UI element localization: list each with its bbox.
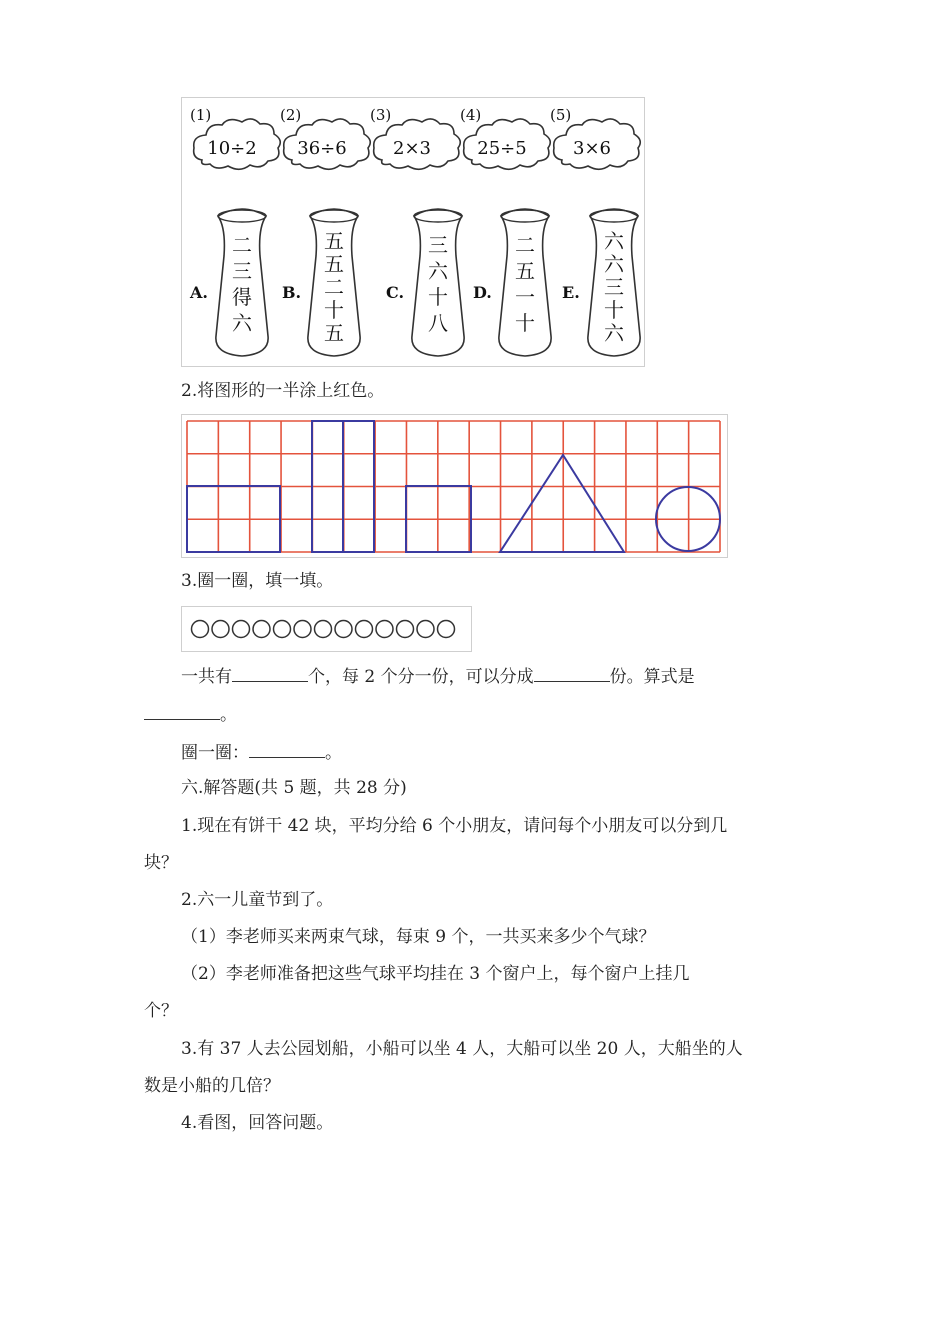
count-circle[interactable] bbox=[253, 621, 270, 638]
problem-2: 2.六一儿童节到了。 bbox=[181, 890, 334, 910]
vase-character: 二 bbox=[324, 275, 344, 299]
vase-character: 二 bbox=[515, 233, 535, 257]
vase-label: C. bbox=[386, 283, 405, 302]
question-2-title: 2.将图形的一半涂上红色。 bbox=[181, 381, 385, 401]
problem-2-part-1: （1）李老师买来两束气球，每束 9 个，一共买来多少个气球？ bbox=[181, 927, 656, 947]
cloud-number: (3) bbox=[370, 106, 392, 124]
cloud-1 bbox=[190, 106, 280, 169]
shapes-grid-svg bbox=[182, 415, 727, 557]
vase-rim bbox=[310, 210, 358, 222]
problem-1-line-1: 1.现在有饼干 42 块，平均分给 6 个小朋友，请问每个小朋友可以分到几 bbox=[181, 816, 728, 836]
vase-4 bbox=[473, 209, 551, 356]
cloud-expression: 3×6 bbox=[573, 138, 611, 159]
vase-character: 六 bbox=[604, 321, 624, 345]
vase-character: 五 bbox=[324, 321, 344, 345]
blank-circle[interactable] bbox=[249, 741, 325, 758]
vase-character: 十 bbox=[515, 311, 535, 335]
vase-2 bbox=[282, 209, 360, 356]
clouds-vases-figure bbox=[181, 97, 645, 367]
vase-5 bbox=[562, 209, 640, 356]
count-circle[interactable] bbox=[438, 621, 455, 638]
vase-character: 十 bbox=[324, 298, 344, 322]
problem-3-line-2: 数是小船的几倍？ bbox=[144, 1076, 280, 1096]
cloud-number: (1) bbox=[190, 106, 212, 124]
cloud-expression: 2×3 bbox=[393, 138, 431, 159]
vase-character: 五 bbox=[515, 259, 535, 283]
vase-label: A. bbox=[190, 283, 208, 302]
count-circle[interactable] bbox=[315, 621, 332, 638]
problem-1-line-2: 块？ bbox=[144, 853, 178, 873]
circles-svg bbox=[182, 607, 471, 651]
clouds-vases-svg bbox=[182, 98, 644, 366]
vase-character: 六 bbox=[232, 311, 252, 335]
vase-character: 得 bbox=[232, 285, 252, 309]
vase-rim bbox=[501, 210, 549, 222]
q3-line3-end: 。 bbox=[325, 743, 342, 763]
count-circle[interactable] bbox=[212, 621, 229, 638]
problem-3-line-1: 3.有 37 人去公园划船，小船可以坐 4 人，大船可以坐 20 人，大船坐的人 bbox=[181, 1039, 743, 1059]
q3-text-2: 个，每 2 个分一份，可以分成 bbox=[308, 667, 534, 687]
vase-rim bbox=[590, 210, 638, 222]
cloud-5 bbox=[550, 106, 640, 169]
circles-figure bbox=[181, 606, 472, 652]
vase-character: 三 bbox=[604, 275, 624, 299]
vase-character: 五 bbox=[324, 229, 344, 253]
vase-character: 三 bbox=[428, 233, 448, 257]
blank-formula[interactable] bbox=[144, 703, 220, 720]
cloud-number: (2) bbox=[280, 106, 302, 124]
vase-character: 五 bbox=[324, 252, 344, 276]
vase-rim bbox=[218, 210, 266, 222]
q3-circle-label: 圈一圈： bbox=[181, 743, 249, 763]
shapes-grid-figure bbox=[181, 414, 728, 558]
cloud-expression: 36÷6 bbox=[297, 138, 347, 159]
question-3-line-2 bbox=[144, 703, 237, 726]
q3-line2-end: 。 bbox=[220, 705, 237, 725]
count-circle[interactable] bbox=[376, 621, 393, 638]
vase-character: 十 bbox=[428, 285, 448, 309]
vase-1 bbox=[189, 209, 268, 356]
count-circle[interactable] bbox=[397, 621, 414, 638]
count-circle[interactable] bbox=[417, 621, 434, 638]
vase-label: E. bbox=[562, 283, 580, 302]
problem-2-part-2-line-1: （2）李老师准备把这些气球平均挂在 3 个窗户上，每个窗户上挂几 bbox=[181, 964, 690, 984]
problem-4: 4.看图，回答问题。 bbox=[181, 1113, 334, 1133]
vase-character: 六 bbox=[428, 259, 448, 283]
cloud-4 bbox=[460, 106, 550, 169]
cloud-expression: 10÷2 bbox=[207, 138, 257, 159]
question-3-line-1 bbox=[181, 665, 695, 688]
count-circle[interactable] bbox=[294, 621, 311, 638]
vase-character: 一 bbox=[515, 285, 535, 309]
question-3-title: 3.圈一圈，填一填。 bbox=[181, 571, 334, 591]
problem-2-part-2-line-2: 个？ bbox=[144, 1001, 178, 1021]
vase-character: 六 bbox=[604, 229, 624, 253]
blank-total[interactable] bbox=[232, 665, 308, 682]
vase-character: 八 bbox=[428, 311, 448, 335]
vase-character: 三 bbox=[232, 259, 252, 283]
cloud-number: (5) bbox=[550, 106, 572, 124]
count-circle[interactable] bbox=[335, 621, 352, 638]
cloud-number: (4) bbox=[460, 106, 482, 124]
question-3-line-3 bbox=[181, 741, 342, 764]
cloud-expression: 25÷5 bbox=[477, 138, 527, 159]
q3-text-3: 份。算式是 bbox=[609, 667, 695, 687]
vase-character: 十 bbox=[604, 298, 624, 322]
section-6-heading: 六.解答题(共 5 题，共 28 分) bbox=[181, 778, 407, 798]
cloud-2 bbox=[280, 106, 370, 169]
count-circle[interactable] bbox=[274, 621, 291, 638]
q3-text-1: 一共有 bbox=[181, 667, 232, 687]
vase-rim bbox=[414, 210, 462, 222]
vase-character: 二 bbox=[232, 233, 252, 257]
triangle-shape bbox=[500, 455, 624, 552]
vase-label: B. bbox=[282, 283, 302, 302]
blank-parts[interactable] bbox=[534, 665, 610, 682]
count-circle[interactable] bbox=[192, 621, 209, 638]
count-circle[interactable] bbox=[233, 621, 250, 638]
vase-character: 六 bbox=[604, 252, 624, 276]
cloud-3 bbox=[370, 106, 460, 169]
vase-label: D. bbox=[473, 283, 492, 302]
count-circle[interactable] bbox=[356, 621, 373, 638]
vase-3 bbox=[386, 209, 464, 356]
